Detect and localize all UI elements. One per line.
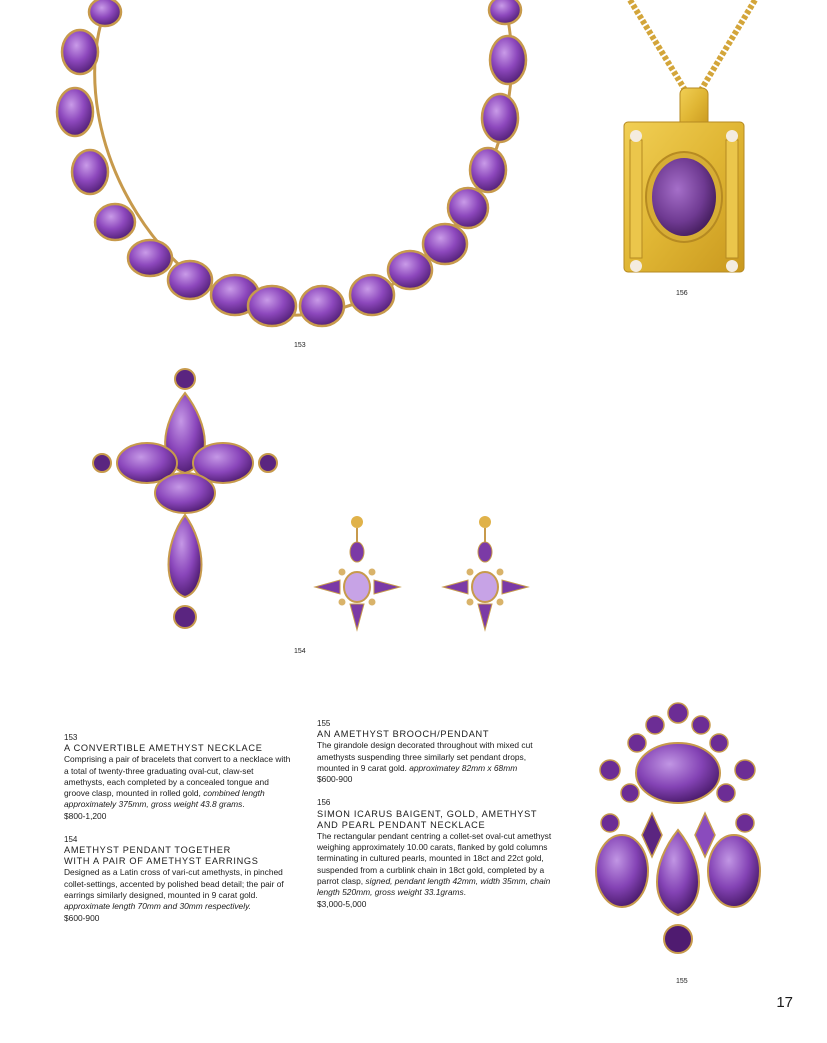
necklace-image bbox=[50, 0, 550, 340]
necklace-gem bbox=[248, 286, 296, 326]
earring-left-image bbox=[310, 512, 405, 637]
lot-155-title: AN AMETHYST BROOCH/PENDANT bbox=[317, 729, 490, 740]
lot-155-estimate: $600-900 bbox=[317, 774, 353, 785]
girandole-brooch-image bbox=[590, 695, 765, 970]
necklace-gem bbox=[388, 251, 432, 289]
necklace-gem bbox=[350, 275, 394, 315]
lot-156-number: 156 bbox=[317, 798, 331, 808]
lot-156-estimate: $3,000-5,000 bbox=[317, 898, 367, 909]
necklace-gem bbox=[482, 94, 518, 142]
lot-153-description: Comprising a pair of bracelets that convert to a necklace with a total of twenty-three graduating oval-cut, claw-set amethysts, each completed by a concealed tongue and groove clasp, mounted in rolled gold, combined length approximately 375mm, gross weight 43.8 grams. bbox=[64, 754, 291, 810]
cross-pendant-image bbox=[85, 365, 290, 640]
necklace-gem bbox=[490, 36, 526, 84]
necklace-gem bbox=[72, 150, 108, 194]
earring-right-image bbox=[438, 512, 533, 637]
necklace-gem bbox=[89, 0, 121, 26]
page-number: 17 bbox=[776, 994, 793, 1011]
necklace-gem bbox=[168, 261, 212, 299]
lot-column-middle bbox=[317, 718, 557, 922]
necklace-gem bbox=[448, 188, 488, 228]
lot-153-number: 153 bbox=[64, 733, 78, 742]
necklace-gem bbox=[95, 204, 135, 240]
lot-156-caption: 156 bbox=[676, 290, 688, 297]
necklace-gem bbox=[62, 30, 98, 74]
necklace-gem bbox=[300, 286, 344, 326]
lot-column-left bbox=[64, 732, 294, 936]
lot-156-description: The rectangular pendant centring a collet-set oval-cut amethyst weighing approximately 10.00 carats, flanked by gold columns terminating in cultured pearls, mounted in 18ct and 22ct gold, suspended from a curblink chain in 18ct gold, completed by a parrot clasp, signed, pendant length 42mm, width 35mm, chain length 520mm, gross weight 33.1grams. bbox=[317, 830, 552, 898]
necklace-gem bbox=[57, 88, 93, 136]
lot-155-number: 155 bbox=[317, 719, 331, 728]
lot-153-caption: 153 bbox=[294, 342, 306, 349]
lot-154-caption: 154 bbox=[294, 648, 306, 655]
lot-155-description: The girandole design decorated throughout with mixed cut amethysts suspending three similarly set pendant drops, mounted in 9 carat gold. approximatey 82mm x 68mm bbox=[317, 740, 533, 773]
necklace-gem bbox=[128, 240, 172, 276]
necklace-gem bbox=[423, 224, 467, 264]
lot-154-description: Designed as a Latin cross of vari-cut amethysts, in pinched collet-settings, accented by polished bead detail; the pair of earrings similarly designed, mounted in 9 carat gold. approximate length 70mm and 30mm respectively. bbox=[64, 867, 284, 912]
pendant-necklace-image bbox=[600, 0, 780, 285]
necklace-gem bbox=[470, 148, 506, 192]
lot-154-estimate: $600-900 bbox=[64, 912, 100, 923]
lot-153-title: A CONVERTIBLE AMETHYST NECKLACE bbox=[64, 743, 263, 754]
lot-153-estimate: $800-1,200 bbox=[64, 810, 107, 821]
necklace-gem bbox=[489, 0, 521, 24]
lot-156-title: SIMON ICARUS BAIGENT, GOLD, AMETHYST AND PEARL PENDANT NECKLACE bbox=[317, 808, 538, 830]
lot-155-caption: 155 bbox=[676, 978, 688, 985]
lot-154-number: 154 bbox=[64, 835, 78, 845]
lot-154-title: AMETHYST PENDANT TOGETHER WITH A PAIR OF AMETHYST EARRINGS bbox=[64, 845, 259, 867]
